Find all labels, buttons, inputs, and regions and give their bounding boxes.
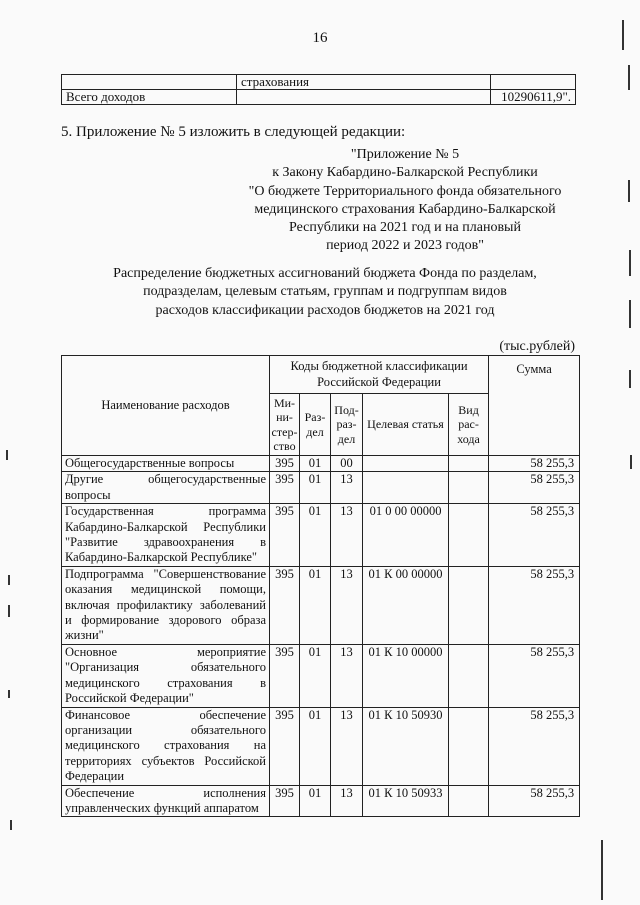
- row-section: 01: [300, 566, 331, 644]
- scan-mark: [8, 575, 10, 585]
- row-sum: 58 255,3: [489, 644, 580, 707]
- row-type: [449, 456, 489, 472]
- row-target: 01 К 10 00000: [363, 644, 449, 707]
- row-target: 01 К 10 50933: [363, 785, 449, 817]
- heading-line: Распределение бюджетных ассигнований бюджета Фонда по разделам,: [113, 266, 537, 281]
- row-subsection: 13: [331, 566, 363, 644]
- appendix-line: Республики на 2021 год и на плановый: [289, 220, 521, 236]
- scan-mark: [629, 370, 631, 388]
- row-target: 01 0 00 00000: [363, 504, 449, 567]
- row-name: Обеспечение исполнения управленческих функций аппаратом: [62, 785, 270, 817]
- table-cell: Всего доходов: [62, 90, 237, 105]
- row-type: [449, 566, 489, 644]
- table-cell: страхования: [237, 75, 491, 90]
- row-ministry: 395: [270, 785, 300, 817]
- header-target: Целевая статья: [363, 394, 449, 456]
- row-subsection: 13: [331, 472, 363, 504]
- scan-mark: [6, 450, 8, 460]
- row-target: [363, 456, 449, 472]
- header-name: Наименование расходов: [62, 356, 270, 456]
- page-number: 16: [312, 30, 328, 46]
- header-type: Вид рас-хода: [449, 394, 489, 456]
- row-subsection: 13: [331, 644, 363, 707]
- row-ministry: 395: [270, 456, 300, 472]
- row-section: 01: [300, 456, 331, 472]
- table-row: [62, 707, 580, 785]
- row-name: Финансовое обеспечение организации обязательного медицинского страхования на территориях субъектов Российской Федерации: [62, 707, 270, 785]
- row-type: [449, 472, 489, 504]
- table-row: [62, 75, 576, 90]
- row-name: Основное мероприятие "Организация обязательного медицинского страхования в Российской Федерации": [62, 644, 270, 707]
- row-section: 01: [300, 785, 331, 817]
- row-sum: 58 255,3: [489, 504, 580, 567]
- header-subsection: Под-раз-дел: [331, 394, 363, 456]
- header-row: [62, 356, 580, 394]
- appendix-line: "Приложение № 5: [350, 147, 460, 162]
- row-type: [449, 504, 489, 567]
- header-section: Раз-дел: [300, 394, 331, 456]
- heading-line: расходов классификации расходов бюджетов на 2021 год: [155, 302, 495, 318]
- row-ministry: 395: [270, 472, 300, 504]
- scan-mark: [601, 840, 603, 900]
- appendix-header: [220, 146, 590, 256]
- row-section: 01: [300, 707, 331, 785]
- row-ministry: 395: [270, 504, 300, 567]
- row-subsection: 13: [331, 785, 363, 817]
- appendix-line: период 2022 и 2023 годов": [326, 238, 484, 254]
- row-name: Подпрограмма "Совершенствование оказания медицинской помощи, включая профилактику заболеваний и формирование здорового образа жизни": [62, 566, 270, 644]
- row-ministry: 395: [270, 707, 300, 785]
- scan-mark: [629, 250, 631, 276]
- row-type: [449, 785, 489, 817]
- table-row: [62, 456, 580, 472]
- total-income-value: 10290611,9".: [491, 90, 576, 105]
- row-name: Другие общегосударственные вопросы: [62, 472, 270, 504]
- amendment-paragraph: 5. Приложение № 5 изложить в следующей редакции:: [61, 124, 406, 140]
- table-cell: [491, 75, 576, 90]
- scan-mark: [628, 65, 630, 90]
- row-section: 01: [300, 644, 331, 707]
- row-subsection: 00: [331, 456, 363, 472]
- scan-mark: [630, 455, 632, 469]
- row-name: Общегосударственные вопросы: [62, 456, 270, 472]
- scan-mark: [622, 20, 624, 50]
- header-sum: Сумма: [489, 356, 580, 456]
- table-row: [62, 566, 580, 644]
- row-type: [449, 644, 489, 707]
- appendix-line: к Закону Кабардино-Балкарской Республики: [272, 165, 538, 181]
- row-subsection: 13: [331, 504, 363, 567]
- units-label: (тыс.рублей): [499, 339, 575, 354]
- row-subsection: 13: [331, 707, 363, 785]
- table-row: [62, 785, 580, 817]
- row-sum: 58 255,3: [489, 456, 580, 472]
- table-heading: [40, 265, 610, 320]
- appendix-line: "О бюджете Территориального фонда обязательного: [248, 183, 562, 199]
- scan-mark: [8, 605, 10, 617]
- scan-mark: [629, 300, 631, 328]
- row-sum: 58 255,3: [489, 566, 580, 644]
- row-section: 01: [300, 472, 331, 504]
- income-table-continuation: [61, 74, 576, 105]
- table-row: [62, 472, 580, 504]
- table-row: [62, 644, 580, 707]
- row-target: 01 К 00 00000: [363, 566, 449, 644]
- row-section: 01: [300, 504, 331, 567]
- row-ministry: 395: [270, 566, 300, 644]
- header-ministry: Ми-ни-стер-ство: [270, 394, 300, 456]
- header-codes-group: Коды бюджетной классификации Российской Федерации: [270, 356, 489, 394]
- table-row: [62, 90, 576, 105]
- table-row: [62, 504, 580, 567]
- row-type: [449, 707, 489, 785]
- row-target: 01 К 10 50930: [363, 707, 449, 785]
- heading-line: подразделам, целевым статьям, группам и подгруппам видов: [143, 284, 507, 300]
- scan-mark: [8, 690, 10, 698]
- row-name: Государственная программа Кабардино-Балкарской Республики "Развитие здравоохранения в Кабардино-Балкарской Республике": [62, 504, 270, 567]
- scan-mark: [10, 820, 12, 830]
- row-sum: 58 255,3: [489, 785, 580, 817]
- budget-allocation-table: [61, 355, 580, 817]
- table-cell: [62, 75, 237, 90]
- scan-mark: [628, 180, 630, 202]
- appendix-line: медицинского страхования Кабардино-Балкарской: [254, 201, 556, 217]
- row-target: [363, 472, 449, 504]
- row-ministry: 395: [270, 644, 300, 707]
- table-cell: [237, 90, 491, 105]
- row-sum: 58 255,3: [489, 707, 580, 785]
- row-sum: 58 255,3: [489, 472, 580, 504]
